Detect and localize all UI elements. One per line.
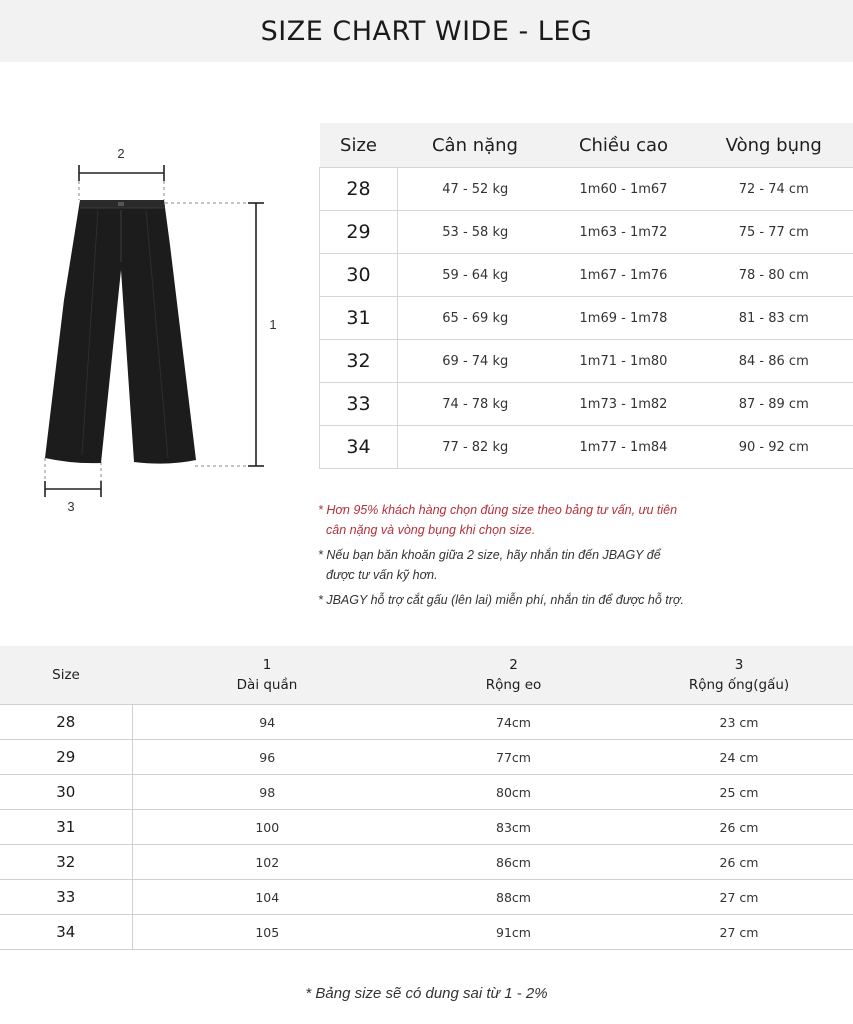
hem-width-cell: 27 cm: [625, 880, 853, 915]
table-header-row: [0, 646, 853, 705]
weight-cell: 69 - 74 kg: [398, 340, 553, 383]
weight-cell: 74 - 78 kg: [398, 383, 553, 426]
page-header: [0, 0, 853, 62]
table-row: [320, 383, 853, 426]
table-row: [0, 880, 853, 915]
weight-cell: 53 - 58 kg: [398, 211, 553, 254]
note-hemming: [318, 590, 758, 610]
note-line: cân nặng và vòng bụng khi chọn size.: [326, 523, 536, 537]
header-weight: Cân nặng: [398, 123, 553, 168]
waist-cell: 87 - 89 cm: [695, 383, 853, 426]
label-1: 1: [269, 317, 277, 332]
weight-cell: 59 - 64 kg: [398, 254, 553, 297]
note-accuracy: [318, 500, 758, 540]
header-hem-width: [625, 646, 853, 705]
header-number: 3: [734, 657, 744, 673]
waist-measure-guide: [79, 165, 164, 200]
header-label: Rộng ống(gấu): [688, 677, 790, 693]
height-cell: 1m77 - 1m84: [553, 426, 695, 469]
size-recommendation-table: [319, 123, 853, 469]
waist-cell: 90 - 92 cm: [695, 426, 853, 469]
header-label: Dài quần: [236, 677, 298, 693]
table-row: [0, 775, 853, 810]
table-row: [0, 915, 853, 950]
header-waist-width: [402, 646, 625, 705]
tolerance-footnote: * Bảng size sẽ có dung sai từ 1 - 2%: [305, 985, 548, 1002]
waist-cell: 72 - 74 cm: [695, 168, 853, 211]
header-length: [132, 646, 402, 705]
size-cell: 33: [320, 383, 398, 426]
hem-width-cell: 26 cm: [625, 845, 853, 880]
note-line: được tư vấn kỹ hơn.: [326, 568, 438, 582]
waist-width-cell: 74cm: [402, 705, 625, 740]
header-size: [0, 646, 132, 705]
waist-width-cell: 77cm: [402, 740, 625, 775]
waist-cell: 78 - 80 cm: [695, 254, 853, 297]
height-cell: 1m69 - 1m78: [553, 297, 695, 340]
table-row: [320, 426, 853, 469]
size-cell: 30: [320, 254, 398, 297]
waist-width-cell: 88cm: [402, 880, 625, 915]
size-cell: 33: [0, 880, 132, 915]
hem-width-cell: 23 cm: [625, 705, 853, 740]
size-cell: 34: [320, 426, 398, 469]
table-row: [320, 168, 853, 211]
waist-width-cell: 91cm: [402, 915, 625, 950]
size-cell: 31: [320, 297, 398, 340]
weight-cell: 65 - 69 kg: [398, 297, 553, 340]
size-cell: 31: [0, 810, 132, 845]
height-cell: 1m63 - 1m72: [553, 211, 695, 254]
note-line: * Nếu bạn băn khoăn giữa 2 size, hãy nhắn tin đến JBAGY để: [318, 548, 661, 562]
size-cell: 32: [0, 845, 132, 880]
header-label: Rộng eo: [485, 677, 542, 693]
waist-width-cell: 80cm: [402, 775, 625, 810]
pants-icon: [45, 200, 196, 464]
label-2: 2: [117, 146, 125, 161]
hem-width-cell: 25 cm: [625, 775, 853, 810]
height-cell: 1m73 - 1m82: [553, 383, 695, 426]
table-row: [320, 297, 853, 340]
length-cell: 102: [132, 845, 402, 880]
table-row: [320, 254, 853, 297]
weight-cell: 47 - 52 kg: [398, 168, 553, 211]
header-height: Chiều cao: [553, 123, 695, 168]
size-cell: 29: [0, 740, 132, 775]
table-row: [0, 705, 853, 740]
table-row: [0, 845, 853, 880]
hem-width-cell: 24 cm: [625, 740, 853, 775]
page-title: SIZE CHART WIDE - LEG: [260, 15, 593, 47]
table-row: [0, 740, 853, 775]
table-header-row: [320, 123, 853, 168]
waist-cell: 81 - 83 cm: [695, 297, 853, 340]
height-cell: 1m71 - 1m80: [553, 340, 695, 383]
height-cell: 1m67 - 1m76: [553, 254, 695, 297]
note-contact: [318, 545, 758, 585]
table-row: [0, 810, 853, 845]
pants-illustration: [0, 130, 310, 530]
hem-measure-guide: [45, 458, 101, 497]
header-size: Size: [320, 123, 398, 168]
header-number: 2: [509, 657, 518, 673]
size-cell: 29: [320, 211, 398, 254]
length-cell: 96: [132, 740, 402, 775]
table-row: [320, 211, 853, 254]
waist-cell: 84 - 86 cm: [695, 340, 853, 383]
header-number: 1: [262, 657, 272, 673]
weight-cell: 77 - 82 kg: [398, 426, 553, 469]
length-cell: 94: [132, 705, 402, 740]
length-cell: 98: [132, 775, 402, 810]
hem-width-cell: 26 cm: [625, 810, 853, 845]
hem-width-cell: 27 cm: [625, 915, 853, 950]
waist-cell: 75 - 77 cm: [695, 211, 853, 254]
header-waist: Vòng bụng: [695, 123, 853, 168]
size-cell: 34: [0, 915, 132, 950]
notes-section: [318, 500, 758, 615]
note-line: * JBAGY hỗ trợ cắt gấu (lên lai) miễn phí, nhắn tin để được hỗ trợ.: [318, 593, 684, 607]
length-cell: 104: [132, 880, 402, 915]
label-3: 3: [67, 499, 75, 514]
height-cell: 1m60 - 1m67: [553, 168, 695, 211]
length-cell: 105: [132, 915, 402, 950]
length-cell: 100: [132, 810, 402, 845]
header-label: Size: [52, 667, 80, 683]
note-line: * Hơn 95% khách hàng chọn đúng size theo bảng tư vấn, ưu tiên: [318, 503, 678, 517]
size-cell: 30: [0, 775, 132, 810]
waist-width-cell: 83cm: [402, 810, 625, 845]
measurement-table: [0, 646, 853, 950]
size-cell: 28: [0, 705, 132, 740]
table-row: [320, 340, 853, 383]
waist-width-cell: 86cm: [402, 845, 625, 880]
size-cell: 32: [320, 340, 398, 383]
size-cell: 28: [320, 168, 398, 211]
